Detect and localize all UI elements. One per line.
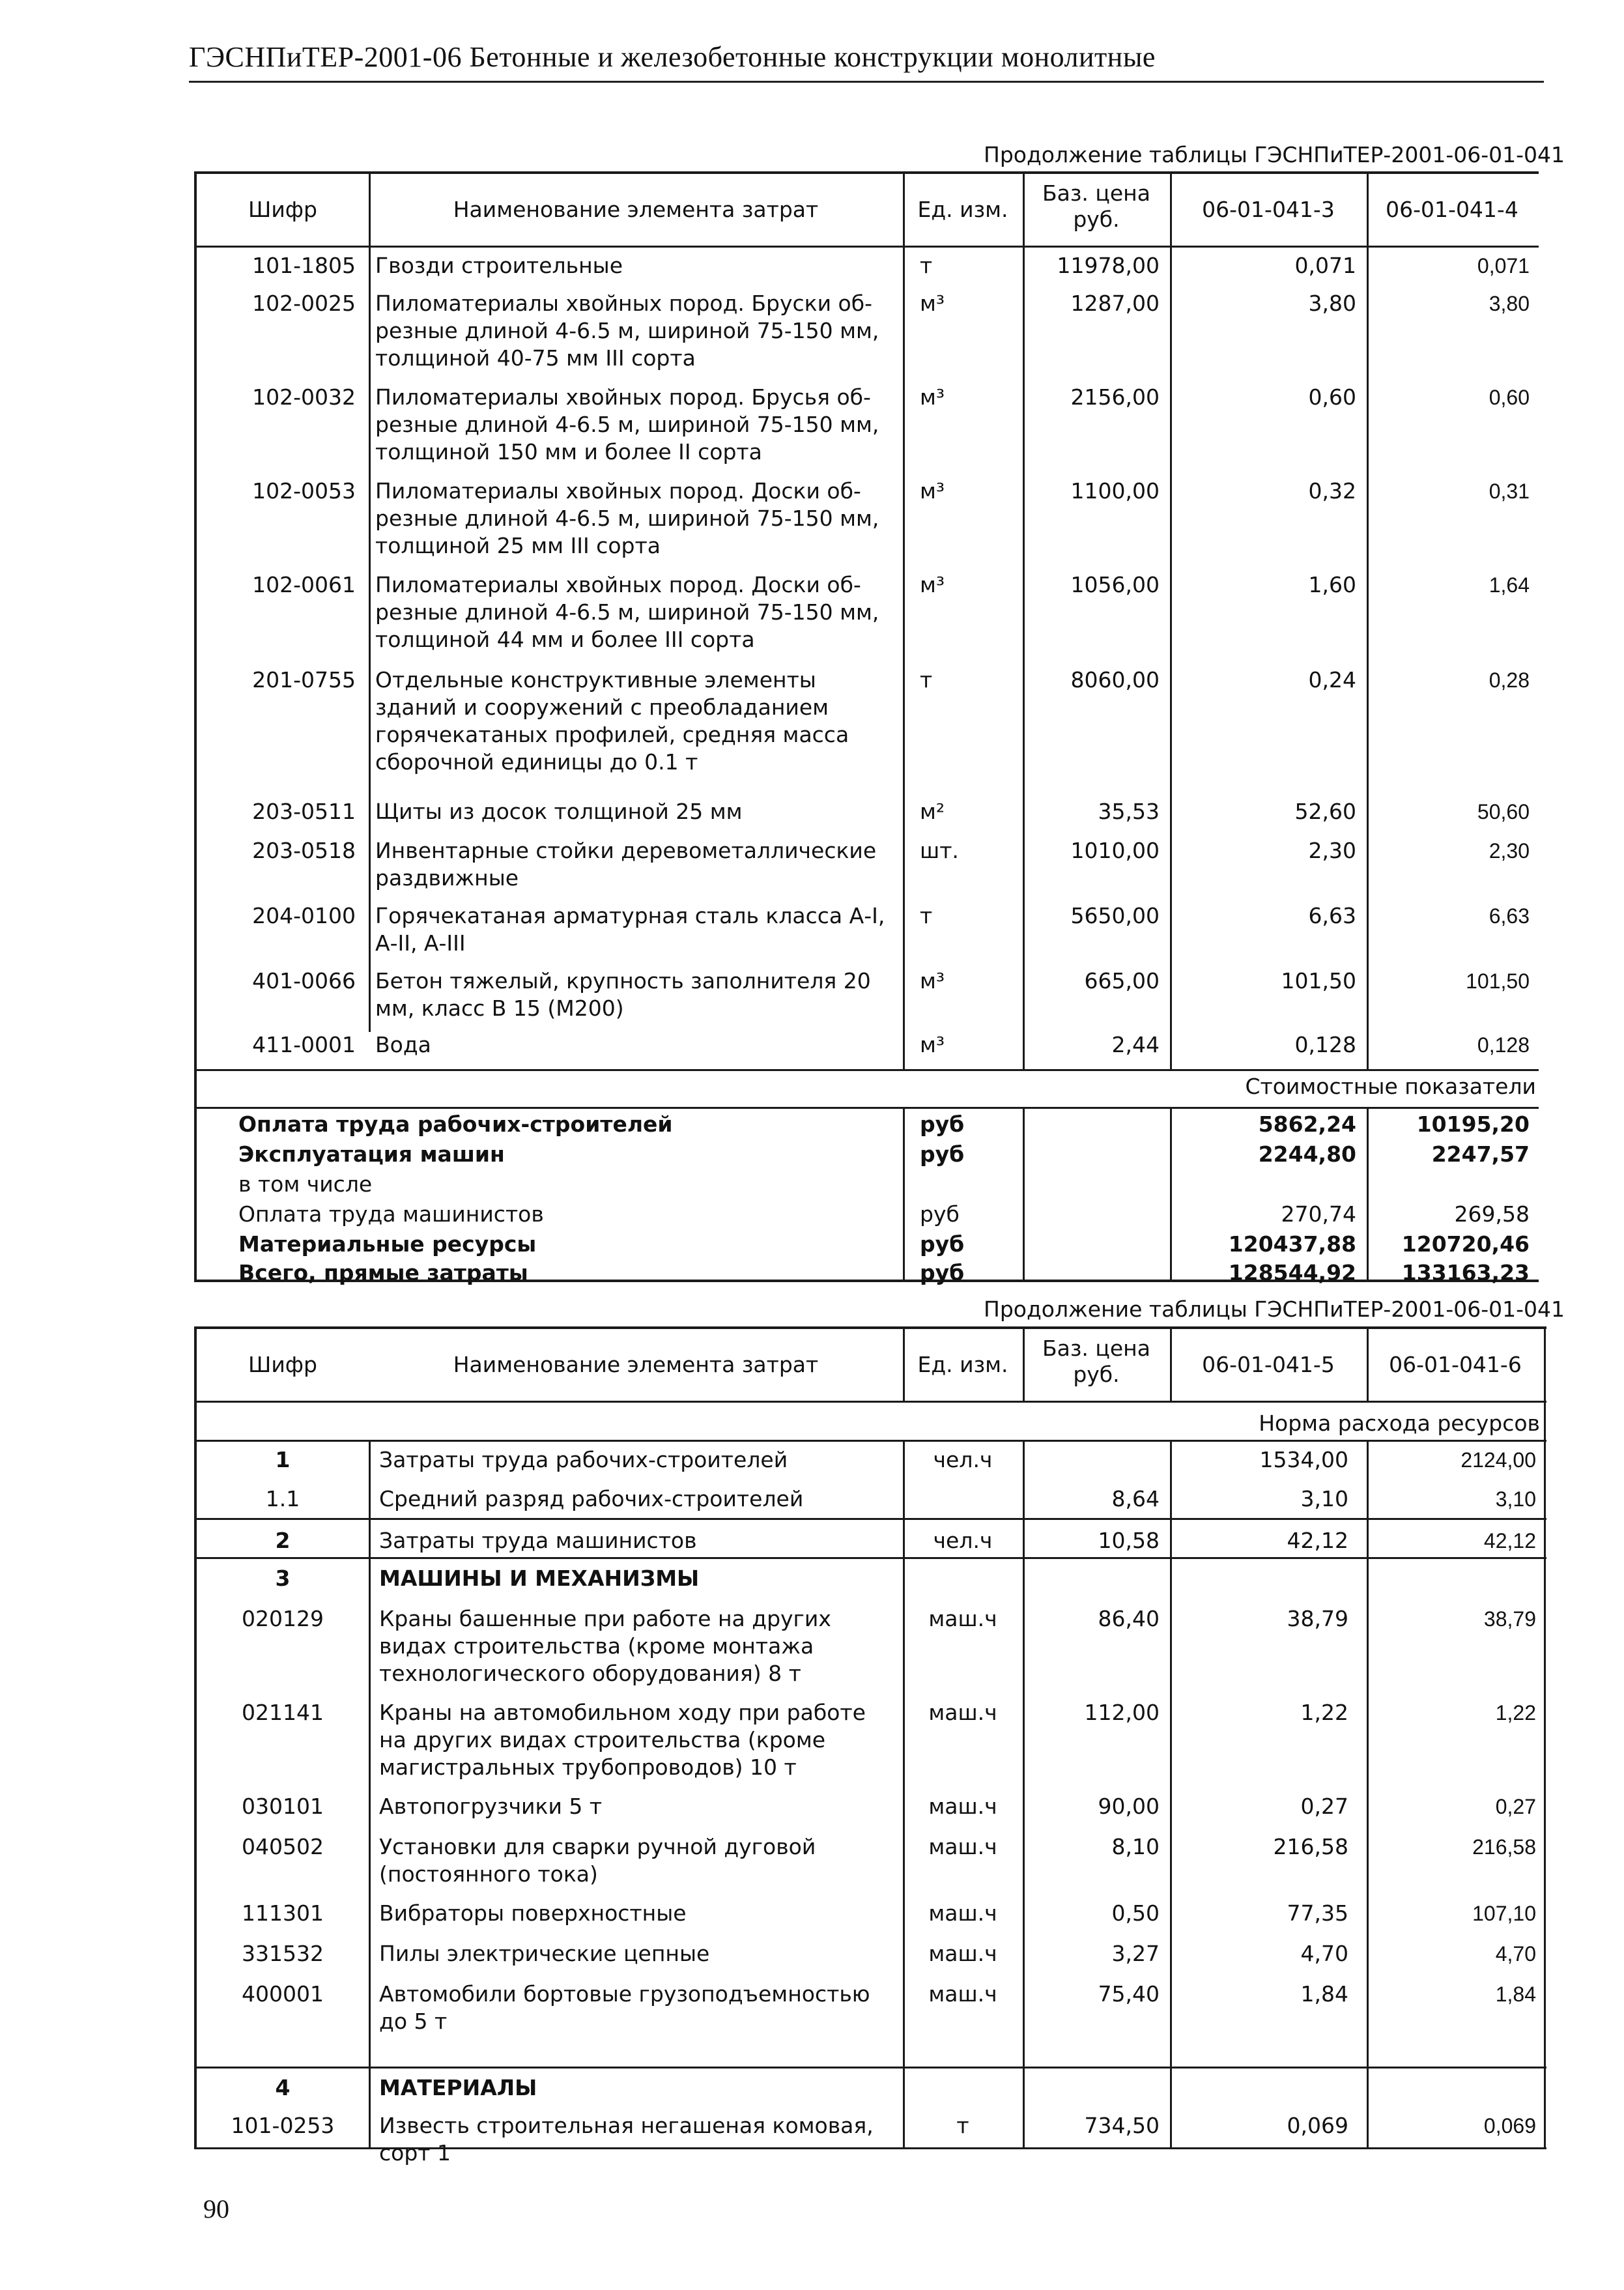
table-row-v1: 4,70: [1300, 1941, 1348, 1966]
t1-col-v1: 06-01-041-3: [1202, 197, 1335, 222]
table-row-code: 1.1: [265, 1486, 300, 1511]
t1-cost-title-strip-left: [197, 1069, 373, 1108]
t1-cost-section-title: Стоимостные показатели: [1245, 1074, 1536, 1099]
table-row-price: 2,44: [1111, 1032, 1160, 1057]
table-row-code: 020129: [242, 1606, 324, 1631]
table-row-v2: 1,64: [1489, 573, 1530, 597]
table-row-v1: 1534,00: [1259, 1447, 1348, 1472]
t2-vline-right: [1544, 1329, 1546, 2147]
table-row-name: Инвентарные стойки деревометаллические раздвижные: [375, 838, 877, 891]
t1-vline-v1: [1367, 174, 1369, 1280]
table-row-price: 112,00: [1084, 1700, 1160, 1725]
table-row-unit: шт.: [920, 838, 959, 863]
table-row-v1: 2,30: [1308, 838, 1356, 863]
table-row-code: 201-0755: [252, 667, 356, 693]
table-row-v2: 50,60: [1477, 800, 1530, 823]
table-row-v1: 52,60: [1294, 799, 1356, 824]
table-row-unit: м³: [920, 572, 945, 597]
table-row-price: 86,40: [1098, 1606, 1160, 1631]
table2: [194, 1326, 1546, 2166]
table-row-v2: 0,128: [1477, 1033, 1530, 1057]
table-row-code: 4: [275, 2075, 291, 2100]
table-row-code: 203-0511: [252, 799, 356, 824]
table-row-v2: 0,069: [1483, 2114, 1536, 2138]
table-row-name: Известь строительная негашеная комовая, сорт 1: [379, 2113, 874, 2166]
table-row-code: 101-1805: [252, 253, 356, 278]
table-row-unit: маш.ч: [928, 1606, 997, 1631]
t2-rule-2: [197, 1557, 1546, 1559]
table-row-code: 111301: [242, 1900, 324, 1926]
table-row-v1: 0,128: [1294, 1032, 1356, 1057]
table-row-name: Автопогрузчики 5 т: [379, 1794, 603, 1819]
t2-rule-3: [197, 2067, 1546, 2068]
t1-vline-name: [903, 174, 905, 1280]
t1-items-end-rule: [197, 1069, 1539, 1071]
table-row-unit: м³: [920, 291, 945, 316]
table-row-name: Гвозди строительные: [375, 253, 623, 278]
t1-vline-code: [369, 174, 371, 1032]
table-row-price: 8060,00: [1070, 667, 1160, 693]
table-row-v1: 42,12: [1287, 1528, 1348, 1553]
table-row-v2: 3,80: [1489, 292, 1530, 315]
header-rule: [189, 81, 1544, 83]
t1-cost-header-rule: [197, 1107, 1539, 1109]
table-row-price: 5650,00: [1070, 903, 1160, 928]
table-row-v1: 3,80: [1308, 291, 1356, 316]
table-row-v2: 6,63: [1489, 904, 1530, 928]
table-row-code: 204-0100: [252, 903, 356, 928]
table-row-code: 030101: [242, 1794, 324, 1819]
cost-v1: 128544,92: [1228, 1260, 1356, 1285]
table-row-v2: 101,50: [1466, 969, 1530, 993]
table-row-v1: 1,84: [1300, 1981, 1348, 2007]
t2-vline-unit: [1023, 1329, 1025, 2147]
table-row-v1: 0,069: [1287, 2113, 1348, 2138]
table-row-price: 8,10: [1111, 1834, 1160, 1859]
table-row-v1: 1,22: [1300, 1700, 1348, 1725]
cost-v1: 120437,88: [1228, 1231, 1356, 1257]
table-row-code: 102-0032: [252, 384, 356, 410]
page-number: 90: [203, 2194, 229, 2224]
table-row-name: Вода: [375, 1032, 431, 1057]
table-row-price: 1100,00: [1070, 478, 1160, 504]
table-row-code: 411-0001: [252, 1032, 356, 1057]
table-row-v2: 4,70: [1495, 1942, 1536, 1966]
table-row-unit: м³: [920, 1032, 945, 1057]
table-row-v2: 216,58: [1472, 1835, 1536, 1859]
table-row-code: 101-0253: [231, 2113, 335, 2138]
cost-label: Всего, прямые затраты: [238, 1260, 528, 1285]
table-row-name: Пиломатериалы хвойных пород. Доски об-резные длиной 4-6.5 м, шириной 75-150 мм, толщиной 44 мм и более III сорта: [375, 572, 879, 652]
t2-vline-code: [369, 1401, 371, 2147]
table-row-unit: маш.ч: [928, 1834, 997, 1859]
table-row-code: 021141: [242, 1700, 324, 1725]
table-row-unit: т: [920, 903, 933, 928]
table-row-v1: 1,60: [1308, 572, 1356, 597]
table-row-name: Затраты труда рабочих-строителей: [379, 1447, 788, 1472]
table-row-v2: 0,31: [1489, 479, 1530, 503]
table-row-name: Пилы электрические цепные: [379, 1941, 710, 1966]
table-row-unit: чел.ч: [933, 1447, 993, 1472]
table-row-price: 734,50: [1084, 2113, 1160, 2138]
table-row-unit: т: [920, 253, 933, 278]
table-row-unit: т: [920, 667, 933, 693]
running-header: ГЭСНПиТЕР-2001-06 Бетонные и железобетонные конструкции монолитные: [189, 41, 1156, 73]
table-row-price: 8,64: [1111, 1486, 1160, 1511]
table-row-v1: 0,071: [1294, 253, 1356, 278]
table-row-name: Щиты из досок толщиной 25 мм: [375, 799, 743, 824]
t2-col-v1: 06-01-041-5: [1202, 1352, 1335, 1377]
table-row-v2: 2124,00: [1460, 1448, 1536, 1472]
table-row-unit: маш.ч: [928, 1900, 997, 1926]
table-row-v2: 0,60: [1489, 386, 1530, 409]
cost-v2: 133163,23: [1401, 1260, 1530, 1285]
table-row-name: МАШИНЫ И МЕХАНИЗМЫ: [379, 1566, 700, 1591]
table-row-unit: т: [956, 2113, 969, 2138]
t1-vline-unit: [1023, 174, 1025, 1280]
cost-v1: 2244,80: [1258, 1141, 1356, 1167]
table-row-price: 10,58: [1098, 1528, 1160, 1553]
table-row-code: 102-0025: [252, 291, 356, 316]
cost-unit: руб: [920, 1260, 965, 1285]
table-row-v1: 101,50: [1281, 968, 1356, 994]
t2-col-v2: 06-01-041-6: [1389, 1352, 1522, 1377]
table-row-v2: 1,84: [1495, 1982, 1536, 2006]
t2-header-rule: [197, 1401, 1546, 1403]
table-row-unit: маш.ч: [928, 1700, 997, 1725]
table-row-v1: 0,32: [1308, 478, 1356, 504]
t2-vline-price: [1170, 1329, 1172, 2147]
table-row-price: 665,00: [1084, 968, 1160, 994]
table-row-name: Бетон тяжелый, крупность заполнителя 20 мм, класс В 15 (М200): [375, 968, 871, 1021]
table-row-price: 1287,00: [1070, 291, 1160, 316]
cost-label: Оплата труда машинистов: [238, 1201, 544, 1227]
t2-rule-1: [197, 1518, 1546, 1520]
table-row-unit: м³: [920, 968, 945, 994]
table-row-unit: м³: [920, 384, 945, 410]
table-row-code: 1: [275, 1447, 291, 1472]
table-row-v1: 3,10: [1300, 1486, 1348, 1511]
table-row-v2: 0,28: [1489, 668, 1530, 692]
t1-vline-price: [1170, 174, 1172, 1280]
table-row-price: 2156,00: [1070, 384, 1160, 410]
table-row-unit: маш.ч: [928, 1981, 997, 2007]
cost-v2: 10195,20: [1416, 1111, 1530, 1137]
table-row-code: 102-0053: [252, 478, 356, 504]
cost-v1: 270,74: [1281, 1201, 1356, 1227]
table-row-price: 75,40: [1098, 1981, 1160, 2007]
cost-v2: 2247,57: [1431, 1141, 1530, 1167]
table-row-name: Краны башенные при работе на других видах строительства (кроме монтажа технологического оборудования) 8 т: [379, 1606, 831, 1686]
table-row-unit: м³: [920, 478, 945, 504]
t2-vline-v1: [1367, 1329, 1369, 2147]
table-row-unit: м²: [920, 799, 945, 824]
table-row-v1: 6,63: [1308, 903, 1356, 928]
table-row-price: 1010,00: [1070, 838, 1160, 863]
table2-continuation-caption: Продолжение таблицы ГЭСНПиТЕР-2001-06-01-041: [984, 1296, 1565, 1322]
table-row-name: Горячекатаная арматурная сталь класса А-I, А-II, А-III: [375, 903, 885, 956]
table-row-name: МАТЕРИАЛЫ: [379, 2075, 537, 2100]
t2-col-price: Баз. цена руб.: [1042, 1336, 1150, 1387]
table-row-v2: 0,071: [1477, 254, 1530, 278]
table-row-v2: 3,10: [1495, 1487, 1536, 1511]
t2-col-code: Шифр: [248, 1352, 317, 1377]
cost-v2: 120720,46: [1401, 1231, 1530, 1257]
table-row-code: 203-0518: [252, 838, 356, 863]
table-row-v1: 216,58: [1273, 1834, 1348, 1859]
cost-label: Оплата труда рабочих-строителей: [238, 1111, 673, 1137]
table-row-v2: 42,12: [1483, 1529, 1536, 1553]
table-row-code: 040502: [242, 1834, 324, 1859]
table-row-name: Вибраторы поверхностные: [379, 1900, 687, 1926]
table-row-name: Пиломатериалы хвойных пород. Доски об-резные длиной 4-6.5 м, шириной 75-150 мм, толщиной 25 мм III сорта: [375, 478, 879, 558]
table-row-unit: маш.ч: [928, 1941, 997, 1966]
table-row-v2: 38,79: [1483, 1607, 1536, 1631]
table-row-name: Установки для сварки ручной дуговой (постоянного тока): [379, 1834, 816, 1887]
table-row-v1: 0,27: [1300, 1794, 1348, 1819]
table-row-v2: 1,22: [1495, 1701, 1536, 1725]
t1-col-unit: Ед. изм.: [917, 197, 1008, 222]
table-row-price: 3,27: [1111, 1941, 1160, 1966]
table1: [194, 171, 1539, 1285]
table-row-v1: 0,60: [1308, 384, 1356, 410]
table-row-code: 400001: [242, 1981, 324, 2007]
t2-col-unit: Ед. изм.: [917, 1352, 1008, 1377]
table-row-unit: маш.ч: [928, 1794, 997, 1819]
t1-col-v2: 06-01-041-4: [1386, 197, 1518, 222]
table-row-price: 1056,00: [1070, 572, 1160, 597]
table-row-price: 90,00: [1098, 1794, 1160, 1819]
table-row-name: Краны на автомобильном ходу при работе на других видах строительства (кроме магистральных трубопроводов) 10 т: [379, 1700, 866, 1780]
table-row-v1: 77,35: [1287, 1900, 1348, 1926]
table1-continuation-caption: Продолжение таблицы ГЭСНПиТЕР-2001-06-01-041: [984, 142, 1565, 167]
t2-section-rule: [197, 1440, 1546, 1442]
cost-unit: руб: [920, 1111, 965, 1137]
table-row-price: 0,50: [1111, 1900, 1160, 1926]
table-row-name: Затраты труда машинистов: [379, 1528, 697, 1553]
cost-unit: руб: [920, 1141, 965, 1167]
table-row-name: Пиломатериалы хвойных пород. Бруски об-резные длиной 4-6.5 м, шириной 75-150 мм, толщиной 40-75 мм III сорта: [375, 291, 879, 371]
t2-section-title: Норма расхода ресурсов: [1259, 1410, 1540, 1436]
cost-unit: руб: [920, 1201, 960, 1227]
t2-col-name: Наименование элемента затрат: [453, 1352, 819, 1377]
table-row-name: Автомобили бортовые грузоподъемностью до 5 т: [379, 1981, 870, 2034]
table-row-code: 331532: [242, 1941, 324, 1966]
t1-col-price: Баз. цена руб.: [1042, 180, 1150, 232]
cost-label: Материальные ресурсы: [238, 1231, 537, 1257]
table-row-code: 102-0061: [252, 572, 356, 597]
cost-v1: 5862,24: [1258, 1111, 1356, 1137]
t1-col-code: Шифр: [248, 197, 317, 222]
table-row-v1: 38,79: [1287, 1606, 1348, 1631]
table-row-name: Средний разряд рабочих-строителей: [379, 1486, 804, 1511]
cost-label: Эксплуатация машин: [238, 1141, 505, 1167]
table-row-code: 401-0066: [252, 968, 356, 994]
t1-header-rule: [197, 246, 1539, 248]
table-row-code: 3: [275, 1566, 291, 1591]
table-row-name: Пиломатериалы хвойных пород. Брусья об-резные длиной 4-6.5 м, шириной 75-150 мм, толщиной 150 мм и более II сорта: [375, 384, 879, 465]
table-row-v2: 107,10: [1472, 1902, 1536, 1925]
table-row-v2: 0,27: [1495, 1795, 1536, 1818]
table-row-v1: 0,24: [1308, 667, 1356, 693]
table-row-name: Отдельные конструктивные элементы зданий и сооружений с преобладанием горячекатаных профилей, средняя масса сборочной единицы до 0.1 т: [375, 667, 849, 775]
table-row-unit: чел.ч: [933, 1528, 993, 1553]
cost-label: в том числе: [238, 1171, 373, 1197]
table-row-price: 11978,00: [1057, 253, 1160, 278]
table-row-v2: 2,30: [1489, 839, 1530, 863]
cost-v2: 269,58: [1454, 1201, 1530, 1227]
cost-unit: руб: [920, 1231, 965, 1257]
table-row-code: 2: [275, 1528, 291, 1553]
table-row-price: 35,53: [1098, 799, 1160, 824]
t1-col-name: Наименование элемента затрат: [453, 197, 819, 222]
